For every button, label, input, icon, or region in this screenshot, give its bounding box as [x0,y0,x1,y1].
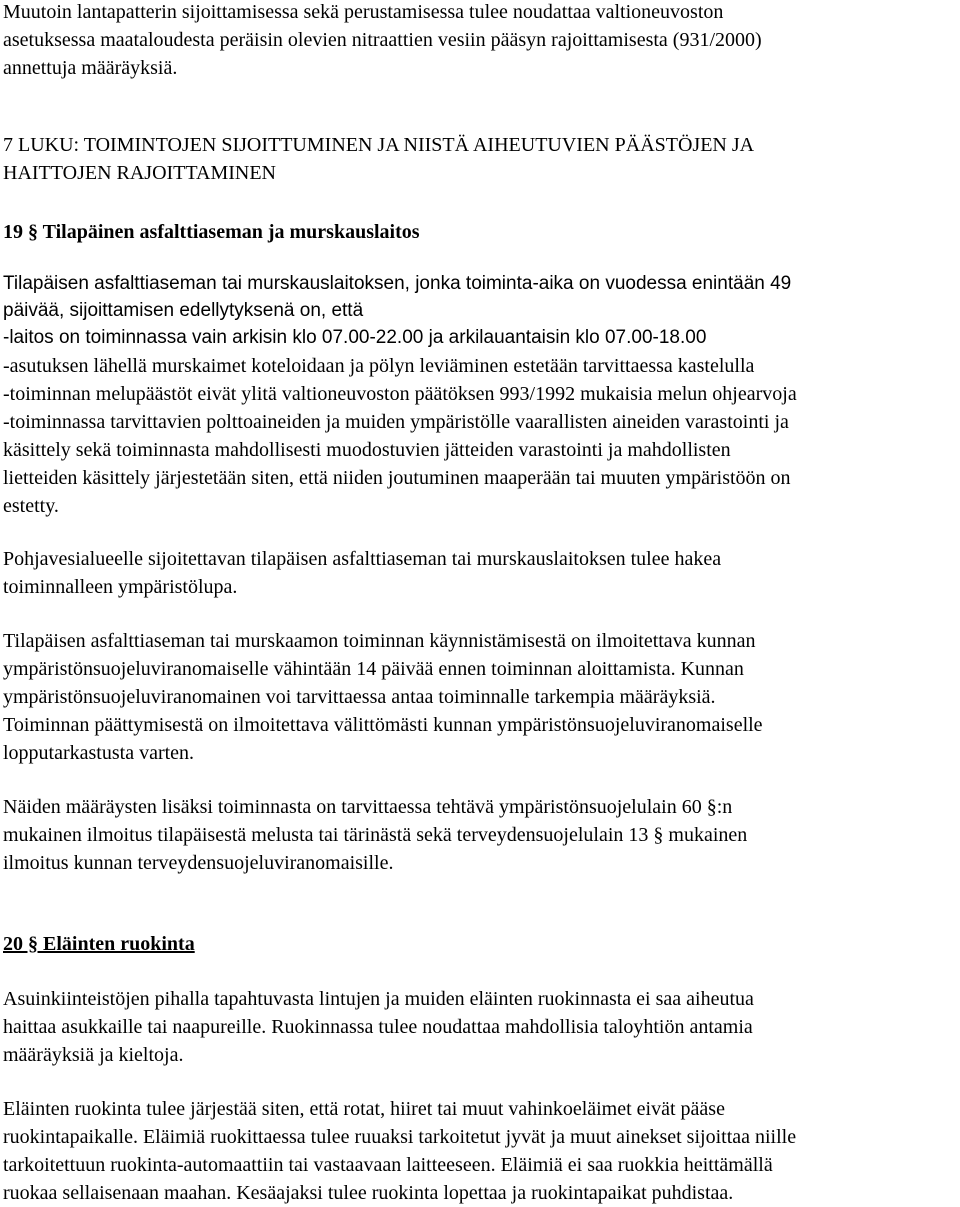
section-19-conditions [3,270,791,351]
text-line: ruokaa sellaisenaan maahan. Kesäajaksi tulee ruokinta lopettaa ja ruokintapaikat puhdistaa. [3,1182,734,1204]
text-line: toiminnalleen ympäristölupa. [3,576,238,598]
text-line: käsittely sekä toiminnasta mahdollisesti muodostuvien jätteiden varastointi ja mahdollisten [3,439,731,461]
section-19-paragraph-3 [3,627,763,767]
text-line: ilmoitus kunnan terveydensuojeluviranomaisille. [3,852,394,874]
text-line: asetuksessa maataloudesta peräisin olevien nitraattien vesiin pääsyn rajoittamisesta (931/2000) [3,29,762,51]
section-heading-text: 20 § Eläinten ruokinta [3,933,195,955]
text-line: Eläinten ruokinta tulee järjestää siten, että rotat, hiiret tai muut vahinkoeläimet eivät pääse [3,1098,725,1120]
text-line: -toiminnassa tarvittavien polttoaineiden ja muiden ympäristölle vaarallisten aineiden varastointi ja [3,411,789,433]
section-heading-text: 19 § Tilapäinen asfalttiaseman ja murskauslaitos [3,221,420,243]
text-line: estetty. [3,495,59,517]
text-line: ympäristönsuojeluviranomainen voi tarvittaessa antaa toiminnalle tarkempia määräyksiä. [3,686,716,708]
text-line: -laitos on toiminnassa vain arkisin klo 07.00-22.00 ja arkilauantaisin klo 07.00-18.00 [3,327,707,348]
text-line: Näiden määräysten lisäksi toiminnasta on tarvittaessa tehtävä ympäristönsuojelulain 60 §:n [3,796,733,818]
text-line: Asuinkiinteistöjen pihalla tapahtuvasta lintujen ja muiden eläinten ruokinnasta ei saa aiheutua [3,988,754,1010]
text-line: Pohjavesialueelle sijoitettavan tilapäisen asfalttiaseman tai murskauslaitoksen tulee hakea [3,548,722,570]
section-20-paragraph-1 [3,985,754,1069]
chapter-heading-line: 7 LUKU: TOIMINTOJEN SIJOITTUMINEN JA NIISTÄ AIHEUTUVIEN PÄÄSTÖJEN JA [3,134,755,156]
text-line: lopputarkastusta varten. [3,742,195,764]
text-line: -toiminnan melupäästöt eivät ylitä valtioneuvoston päätöksen 993/1992 mukaisia melun ohjearvoja [3,383,797,405]
text-line: tarkoitettuun ruokinta-automaattiin tai vastaavaan laitteeseen. Eläimiä ei saa ruokkia heittämällä [3,1154,773,1176]
text-line: -asutuksen lähellä murskaimet koteloidaan ja pölyn leviäminen estetään tarvittaessa kastelulla [3,355,755,377]
text-line: mukainen ilmoitus tilapäisestä melusta tai tärinästä sekä terveydensuojelulain 13 § mukainen [3,824,748,846]
section-20-paragraph-2 [3,1095,796,1207]
text-line: haittaa asukkaille tai naapureille. Ruokinnassa tulee noudattaa mahdollisia taloyhtiön antamia [3,1016,753,1038]
text-line: Toiminnan päättymisestä on ilmoitettava välittömästi kunnan ympäristönsuojeluviranomaiselle [3,714,763,736]
text-line: lietteiden käsittely järjestetään siten, että niiden joutuminen maaperään tai muuten ympäristöön on [3,467,791,489]
text-line: määräyksiä ja kieltoja. [3,1044,184,1066]
text-line: Tilapäisen asfalttiaseman tai murskaamon toiminnan käynnistämisestä on ilmoitettava kunnan [3,630,756,652]
section-19-heading [3,218,420,246]
section-19-paragraph-4 [3,793,747,877]
text-line: ruokintapaikalle. Eläimiä ruokittaessa tulee ruuaksi tarkoitetut jyvät ja muut ainekset sijoittaa niille [3,1126,797,1148]
text-line: Tilapäisen asfalttiaseman tai murskauslaitoksen, jonka toiminta-aika on vuodessa enintään 49 [3,273,792,294]
section-20-heading [3,930,195,958]
chapter-heading-line: HAITTOJEN RAJOITTAMINEN [3,162,276,184]
chapter-heading [3,131,754,187]
text-line: ympäristönsuojeluviranomaiselle vähintään 14 päivää ennen toiminnan aloittamista. Kunnan [3,658,744,680]
text-line: Muutoin lantapatterin sijoittamisessa sekä perustamisessa tulee noudattaa valtioneuvoston [3,1,724,23]
text-line: annettuja määräyksiä. [3,57,178,79]
section-19-conditions-list [3,352,797,520]
section-19-paragraph-2 [3,545,721,601]
intro-paragraph [3,0,762,82]
text-line: päivää, sijoittamisen edellytyksenä on, että [3,300,364,321]
